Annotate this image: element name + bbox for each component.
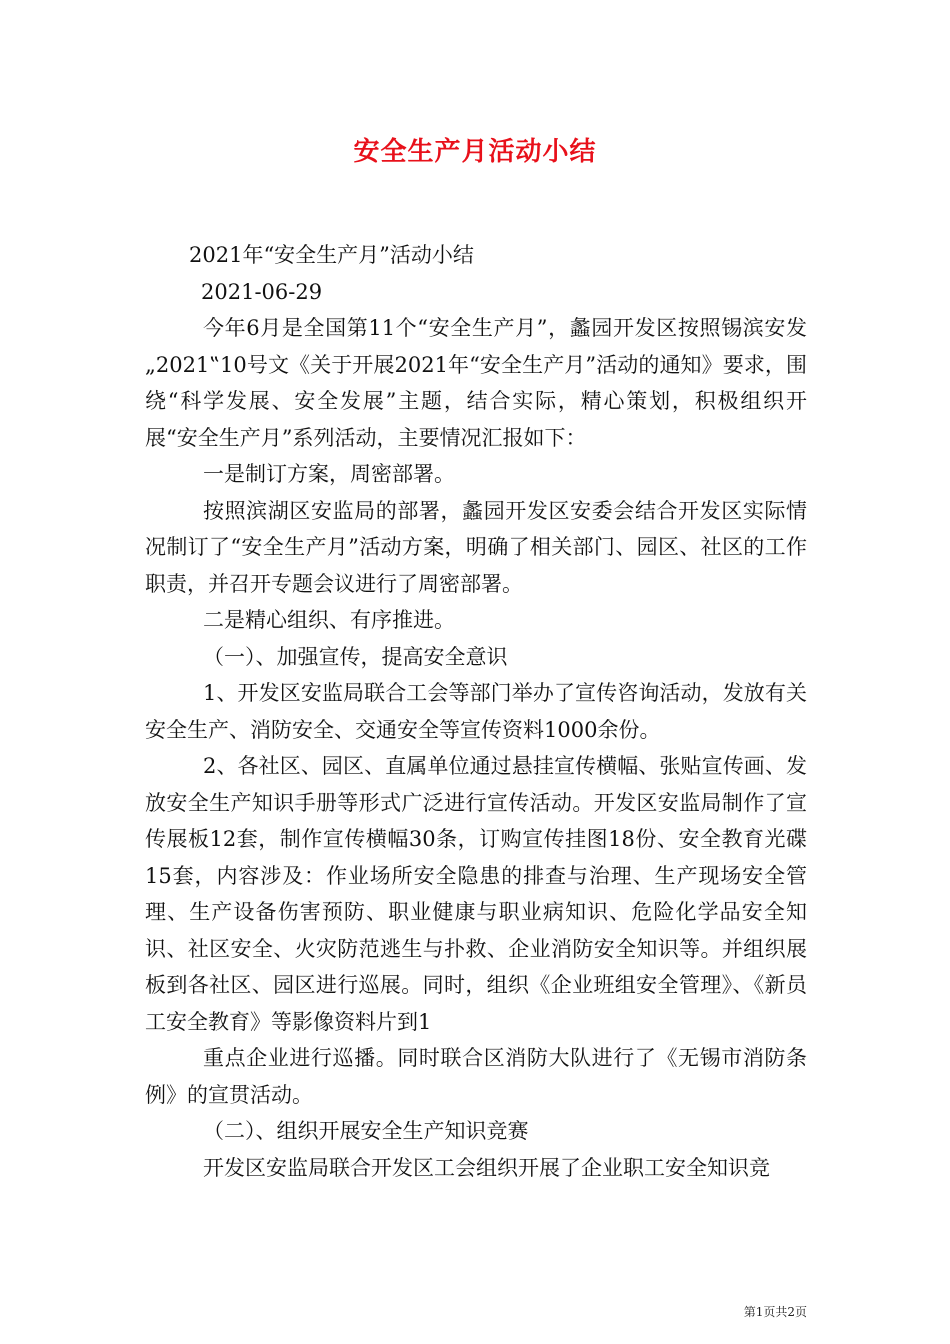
body-paragraph: 按照滨湖区安监局的部署，蠡园开发区安委会结合开发区实际情况制订了“安全生产月”活动方案，明确了相关部门、园区、社区的工作职责，并召开专题会议进行了周密部署。 bbox=[145, 498, 807, 596]
body-paragraph: 开发区安监局联合开发区工会组织开展了企业职工安全知识竞 bbox=[203, 1155, 770, 1180]
page-number: 第1页共2页 bbox=[743, 1305, 807, 1319]
subsection-heading: （一）、加强宣传，提高安全意识 bbox=[203, 644, 508, 669]
body-paragraph: 2、各社区、园区、直属单位通过悬挂宣传横幅、张贴宣传画、发放安全生产知识手册等形式广泛进行宣传活动。开发区安监局制作了宣传展板12套，制作宣传横幅30条，订购宣传挂图18份、安全教育光碟15套，内容涉及：作业场所安全隐患的排查与治理、生产现场安全管理、生产设备伤害预防、职业健康与职业病知识、危险化学品安全知识、社区安全、火灾防范逃生与扑救、企业消防安全知识等。并组织展板到各社区、园区进行巡展。同时，组织《企业班组安全管理》、《新员工安全教育》等影像资料片到1 bbox=[145, 754, 807, 1034]
section-heading: 一是制订方案，周密部署。 bbox=[203, 462, 455, 486]
summary-heading: 2021年“安全生产月”活动小结 bbox=[189, 243, 474, 267]
document-body bbox=[145, 237, 807, 1186]
document-title: 安全生产月活动小结 bbox=[353, 137, 597, 167]
section-heading: 二是精心组织、有序推进。 bbox=[203, 608, 455, 632]
body-paragraph: 1、开发区安监局联合工会等部门举办了宣传咨询活动，发放有关安全生产、消防安全、交通安全等宣传资料1000余份。 bbox=[145, 681, 807, 742]
summary-date: 2021-06-29 bbox=[201, 279, 323, 304]
body-paragraph: 今年6月是全国第11个“安全生产月”，蠡园开发区按照锡滨安发„2021‟10号文《关于开展2021年“安全生产月”活动的通知》要求，围绕“科学发展、安全发展”主题，结合实际，精心策划，积极组织开展“安全生产月”系列活动，主要情况汇报如下： bbox=[145, 316, 807, 450]
body-paragraph: 重点企业进行巡播。同时联合区消防大队进行了《无锡市消防条例》的宣贯活动。 bbox=[145, 1046, 807, 1107]
subsection-heading: （二）、组织开展安全生产知识竞赛 bbox=[203, 1119, 529, 1143]
